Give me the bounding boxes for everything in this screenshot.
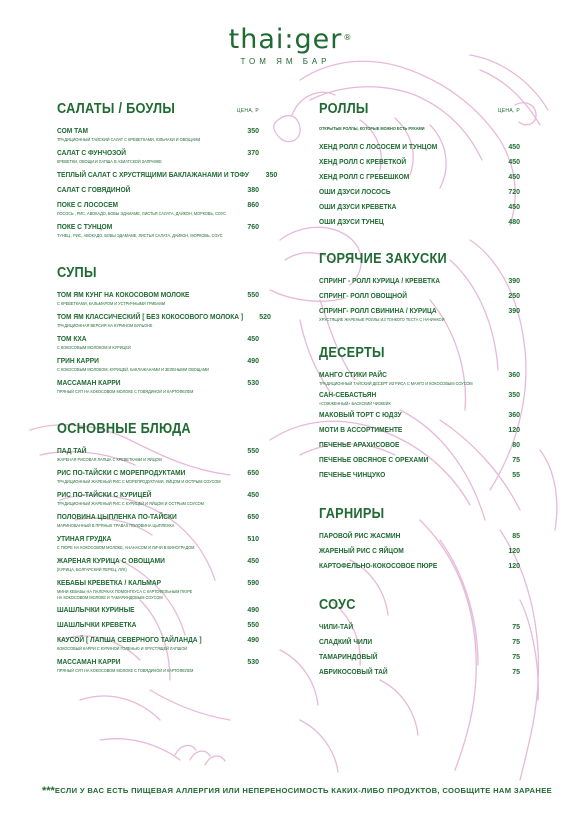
menu-item-price: 450 — [247, 492, 259, 499]
menu-item — [57, 312, 271, 334]
menu-item — [57, 334, 259, 356]
menu-item-name: ТОМ ЯМ КУНГ НА КОКОСОВОМ МОЛОКЕ — [57, 290, 190, 299]
menu-item-description: ТРАДИЦИОННЫЙ ЖАРЕНЫЙ РИС С КУРИЦЕЙ И ЯЙЦОМ И ОСТРЫМ СОУСОМ — [57, 501, 204, 506]
menu-item-name: ТОМ КХА — [57, 334, 87, 343]
menu-item-name: ПЕЧЕНЬЕ ОВСЯНОЕ С ОРЕХАМИ — [319, 454, 429, 464]
menu-item — [319, 652, 520, 667]
menu-item-name: САН-СЕБАСТЬЯН — [319, 389, 377, 399]
menu-item-price: 530 — [247, 659, 259, 666]
menu-item — [57, 170, 278, 185]
footer-stars: *** — [42, 785, 55, 797]
menu-item-price: 450 — [508, 173, 520, 181]
menu-item-price: 760 — [247, 224, 259, 231]
menu-item-name: КАУСОЙ [ ЛАПША СЕВЕРНОГО ТАЙЛАНДА ] — [57, 635, 202, 644]
menu-item — [319, 637, 520, 652]
menu-item-price: 650 — [247, 470, 259, 477]
price-column-header: ЦЕНА, Р — [497, 108, 520, 114]
menu-item-description: ТРАДИЦИОННАЯ ВЕРСИЯ НА КУРИНОМ БУЛЬОНЕ — [57, 323, 153, 328]
menu-item-name: ПОКЕ С ТУНЦОМ — [57, 222, 113, 231]
menu-item-price: 520 — [259, 314, 271, 321]
menu-item-price: 120 — [508, 547, 520, 555]
menu-section — [319, 250, 520, 326]
menu-item-name: РИС ПО-ТАЙСКИ С МОРЕПРОДУКТАМИ — [57, 468, 186, 477]
menu-item-name: ЖАРЕНЫЙ РИС С ЯЙЦОМ — [319, 545, 404, 555]
menu-item-description: С КОКОСОВЫМ МОЛОКОМ И КУРИЦЕЙ — [57, 345, 131, 350]
menu-item-description: МИНИ КЕБАБЫ НА ПАЛОЧКАХ ПОМОНГКУСА С КАРТОФЕЛЬНЫМ ПЮРЕ НА КОКОСОВОМ МОЛОКЕ И ТАМАРИНДОВЫМ СОУСОМ — [57, 589, 193, 600]
menu-item-description: ТУНЕЦ , РИС, АВОКАДО, БОБЫ ЭДАМАМЕ, ЛИСТЬЯ САЛАТА, ДАЙКОН, МОРКОВЬ, СОУС — [57, 233, 223, 238]
menu-item-price: 590 — [247, 580, 259, 587]
menu-item-price: 650 — [247, 514, 259, 521]
menu-item-name: МАССАМАН КАРРИ — [57, 657, 121, 666]
menu-item — [57, 534, 259, 556]
section-header — [57, 420, 259, 438]
menu-item-name: ШАШЛЫЧКИ КРЕВЕТКА — [57, 620, 137, 629]
menu-item — [57, 222, 259, 244]
menu-item-price: 550 — [247, 292, 259, 299]
brand-logo — [0, 26, 571, 66]
menu-item — [319, 470, 520, 485]
menu-item-name: МАССАМАН КАРРИ — [57, 378, 121, 387]
menu-item-name: ПЕЧЕНЬЕ ЧИНЦУКО — [319, 469, 386, 479]
menu-section — [319, 100, 520, 232]
menu-item-price: 85 — [512, 532, 520, 540]
menu-item — [319, 546, 520, 561]
menu-item-name: ХЕНД РОЛЛ С ГРЕБЕШКОМ — [319, 171, 410, 181]
menu-item-name: СПРИНГ - РОЛЛ КУРИЦА / КРЕВЕТКА — [319, 275, 441, 285]
menu-item — [319, 531, 520, 546]
menu-item-price: 490 — [247, 637, 259, 644]
menu-item-name: ХЕНД РОЛЛ С ЛОСОСЕМ И ТУНЦОМ — [319, 141, 438, 151]
menu-item-name: МОТИ В АССОРТИМЕНТЕ — [319, 424, 403, 434]
menu-item-name: КАРТОФЕЛЬНО-КОКОСОВОЕ ПЮРЕ — [319, 560, 438, 570]
section-title: ДЕСЕРТЫ — [319, 344, 385, 361]
menu-item-name: КЕБАБЫ КРЕВЕТКА / КАЛЬМАР — [57, 578, 162, 587]
menu-item-name: САЛАТ С ФУНЧОЗОЙ — [57, 148, 127, 157]
menu-item-price: 75 — [512, 638, 520, 646]
allergy-notice — [42, 785, 553, 797]
menu-item-price: 55 — [512, 471, 520, 479]
section-header — [319, 596, 520, 614]
menu-item-price: 510 — [247, 536, 259, 543]
menu-item-price: 370 — [247, 150, 259, 157]
menu-item — [319, 276, 520, 291]
menu-item-price: 75 — [512, 668, 520, 676]
menu-item-price: 380 — [247, 187, 259, 194]
menu-item-description: ЛОСОСЬ , РИС, АВОКАДО, БОБЫ ЭДАМАМЕ, ЛИСТЬЯ САЛАТА, ДАЙКОН, МОРКОВЬ, СОУС — [57, 211, 227, 216]
menu-item-price: 860 — [247, 202, 259, 209]
menu-item — [319, 157, 520, 172]
section-header — [319, 505, 520, 523]
menu-item-price: 550 — [247, 448, 259, 455]
menu-item-price: 350 — [508, 391, 520, 399]
menu-item — [319, 187, 520, 202]
menu-item-price: 450 — [508, 158, 520, 166]
menu-right-column — [319, 100, 520, 682]
section-note: ОТКРЫТЫЕ РОЛЛЫ, КОТОРЫЕ МОЖНО ЕСТЬ РУКАМИ — [319, 126, 425, 131]
menu-item-description: ТРАДИЦИОННЫЙ ТАЙСКИЙ САЛАТ С КРЕВЕТКАМИ, ЮЛЬЧАКИ И ОВОЩАМИ — [57, 137, 201, 142]
menu-item-name: ШАШЛЫЧКИ КУРИНЫЕ — [57, 605, 135, 614]
menu-item — [57, 620, 259, 635]
section-title: РОЛЛЫ — [319, 101, 369, 117]
menu-item-name: ПОЛОВИНА ЦЫПЛЕНКА ПО-ТАЙСКИ — [57, 512, 177, 521]
brand-subtitle: ТОМ ЯМ БАР — [240, 57, 331, 66]
menu-item-price: 530 — [247, 380, 259, 387]
menu-item-name: РИС ПО-ТАЙСКИ С КУРИЦЕЙ — [57, 490, 152, 499]
menu-item — [319, 142, 520, 157]
menu-item-price: 550 — [247, 622, 259, 629]
menu-item-description: ТРАДИЦИОННЫЙ ЖАРЕНЫЙ РИС С МОРЕПРОДУКТАМИ, ЯЙЦОМ И ОСТРЫМ СОУСОМ — [57, 479, 221, 484]
menu-item-price: 490 — [247, 358, 259, 365]
menu-item — [57, 605, 259, 620]
menu-item-description: КРЕВЕТКИ, ОВОЩИ И ЛАПША В АЗИАТСКОЙ ЗАПРАВКЕ — [57, 159, 162, 164]
menu-item — [57, 356, 259, 378]
menu-item-price: 450 — [247, 558, 259, 565]
menu-item-price: 250 — [508, 292, 520, 300]
menu-item-name: АБРИКОСОВЫЙ ТАЙ — [319, 666, 388, 676]
menu-item-name: УТИНАЯ ГРУДКА — [57, 534, 112, 543]
menu-item-price: 360 — [508, 411, 520, 419]
section-title: СУПЫ — [57, 265, 97, 281]
menu-item-price: 720 — [508, 188, 520, 196]
section-title: САЛАТЫ / БОУЛЫ — [57, 101, 176, 117]
menu-item-name: СПРИНГ- РОЛЛ ОВОЩНОЙ — [319, 290, 407, 300]
menu-item — [319, 410, 520, 425]
menu-item — [319, 390, 520, 410]
brand-wordmark: thai:ger — [228, 24, 343, 55]
menu-item — [319, 172, 520, 187]
menu-item-name: ПАД ТАЙ — [57, 446, 87, 455]
menu-item-price: 120 — [508, 426, 520, 434]
menu-item — [319, 440, 520, 455]
brand-name — [228, 24, 353, 55]
menu-item — [57, 378, 259, 400]
menu-section — [57, 100, 278, 244]
menu-item-description: ПРЯНЫЙ СУП НА КОКОСОВОМ МОЛОКЕ С ГОВЯДИНОЙ И КАРТОФЕЛЕМ — [57, 389, 194, 394]
menu-item-price: 350 — [247, 128, 259, 135]
menu-item-name: ЖАРЕНАЯ КУРИЦА С ОВОЩАМИ — [57, 556, 165, 565]
menu-item — [319, 455, 520, 470]
menu-item-description: «СОЖЖЕННЫЙ» БАСКСКИЙ ЧИЗКЕЙК — [319, 400, 391, 406]
menu-item — [57, 200, 259, 222]
menu-item — [57, 512, 259, 534]
menu-item — [319, 306, 520, 326]
menu-item-description: ПРЯНЫЙ СУП НА КОКОСОВОМ МОЛОКЕ С ГОВЯДИНОЙ И КАРТОФЕЛЕМ — [57, 668, 194, 673]
menu-item-description: (КУРИЦА, БОЛГАРСКИЙ ПЕРЕЦ, ЛУК) — [57, 567, 127, 572]
menu-item-description: ХРУСТЯЩИЕ ЖАРЕНЫЕ РОЛЛЫ ИЗ ТОНКОГО ТЕСТА С НАЧИНКОЙ — [319, 316, 445, 322]
menu-item — [319, 291, 520, 306]
menu-item-name: ОШИ ДЗУСИ ЛОСОСЬ — [319, 186, 391, 196]
section-header — [57, 264, 259, 282]
menu-item-name: ГРИН КАРРИ — [57, 356, 99, 365]
menu-item — [319, 202, 520, 217]
menu-item — [319, 425, 520, 440]
menu-item-price: 390 — [508, 277, 520, 285]
menu-item-price: 490 — [247, 607, 259, 614]
menu-item-name: СПРИНГ- РОЛЛ СВИНИНА / КУРИЦА — [319, 305, 437, 315]
menu-section — [319, 596, 520, 682]
menu-item-name: ТАМАРИНДОВЫЙ — [319, 651, 378, 661]
menu-item-name: ПАРОВОЙ РИС ЖАСМИН — [319, 530, 401, 540]
section-header — [57, 100, 259, 118]
menu-item — [319, 561, 520, 576]
menu-item-price: 75 — [512, 456, 520, 464]
registered-mark: ® — [343, 33, 353, 42]
menu-item-description: С КРЕВЕТКАМИ, КАЛЬМАРОМ И УСТРИЧНЫМИ ГРИБАМИ — [57, 301, 166, 306]
section-header — [319, 344, 520, 362]
menu-item-price: 80 — [512, 441, 520, 449]
menu-item — [57, 635, 259, 657]
menu-item — [57, 185, 259, 200]
menu-item-price: 75 — [512, 623, 520, 631]
menu-item — [57, 657, 259, 679]
menu-item — [319, 370, 520, 390]
menu-item — [57, 290, 259, 312]
menu-item — [57, 556, 259, 578]
menu-item-description: С ПЮРЕ НА КОКОСОВОМ МОЛОКЕ, АНАНАСОМ И ЛИЧИ В ВИНОГРАДОМ — [57, 545, 195, 550]
menu-item-description: ТРАДИЦИОННЫЙ ТАЙСКИЙ ДЕСЕРТ ИЗ РИСА С МАНГО И КОКОСОВЫМ СОУСОМ — [319, 380, 473, 386]
menu-item — [319, 667, 520, 682]
menu-item-description: КОКОСОВЫЙ КАРРИ С КУРИНОЙ ГОЛЕНЬЮ И ХРУСТЯЩЕЙ ЛАПШОЙ — [57, 646, 188, 651]
menu-item — [319, 217, 520, 232]
menu-item-name: САЛАТ С ГОВЯДИНОЙ — [57, 185, 131, 194]
menu-item-price: 450 — [247, 336, 259, 343]
menu-item-name: ОШИ ДЗУСИ ТУНЕЦ — [319, 216, 384, 226]
menu-item-name: ОШИ ДЗУСИ КРЕВЕТКА — [319, 201, 397, 211]
menu-item-name: ЧИЛИ-ТАЙ — [319, 621, 354, 631]
menu-item-name: ТОМ ЯМ КЛАССИЧЕСКИЙ [ БЕЗ КОКОСОВОГО МОЛОКА ] — [57, 312, 244, 321]
section-title: ГОРЯЧИЕ ЗАКУСКИ — [319, 250, 447, 267]
menu-item-name: ХЕНД РОЛЛ С КРЕВЕТКОЙ — [319, 156, 407, 166]
price-column-header: ЦЕНА, Р — [236, 108, 259, 114]
menu-item-name: ПЕЧЕНЬЕ АРАХИСОВОЕ — [319, 439, 400, 449]
menu-item-price: 350 — [265, 172, 278, 179]
menu-item-name: МАКОВЫЙ ТОРТ С ЮДЗУ — [319, 409, 402, 419]
menu-item — [57, 490, 259, 512]
footer-text: ЕСЛИ У ВАС ЕСТЬ ПИЩЕВАЯ АЛЛЕРГИЯ ИЛИ НЕПЕРЕНОСИМОСТЬ КАКИХ-ЛИБО ПРОДУКТОВ, СООБЩИТЕ НАМ ЗАРАНЕЕ — [54, 786, 553, 795]
menu-section — [319, 344, 520, 485]
menu-item — [57, 126, 259, 148]
menu-item-name: СОМ ТАМ — [57, 126, 89, 135]
menu-item-price: 450 — [508, 143, 520, 151]
menu-item-description: ЖАРЕНАЯ РИСОВАЯ ЛАПША С КРЕВЕТКАМИ И ЯЙЦОМ — [57, 457, 162, 462]
section-title: СОУС — [319, 596, 356, 613]
menu-section — [57, 420, 259, 679]
section-header — [319, 250, 520, 268]
menu-item-price: 480 — [508, 218, 520, 226]
menu-left-column — [57, 100, 278, 679]
menu-item-name: ТЕПЛЫЙ САЛАТ С ХРУСТЯЩИМИ БАКЛАЖАНАМИ И ТОФУ — [57, 170, 249, 179]
menu-item — [57, 446, 259, 468]
menu-section — [319, 505, 520, 576]
menu-item-price: 390 — [508, 307, 520, 315]
menu-section — [57, 264, 271, 400]
section-header — [319, 100, 520, 118]
menu-item — [57, 578, 259, 605]
menu-item-description: МАРИНОВАННЫЙ В ПРЯНЫХ ТРАВАХ ПОЛОВИНА ЦЫПЛЕНКА — [57, 523, 175, 528]
menu-item — [319, 622, 520, 637]
menu-item-price: 120 — [508, 562, 520, 570]
menu-item-name: ПОКЕ С ЛОСОСЕМ — [57, 200, 119, 209]
section-title: ОСНОВНЫЕ БЛЮДА — [57, 421, 191, 437]
menu-item-price: 75 — [512, 653, 520, 661]
section-title: ГАРНИРЫ — [319, 505, 385, 522]
menu-item-description: С КОКОСОВЫМ МОЛОКОМ, КУРИЦЕЙ, БАКЛАЖАНАМИ И ЗЕЛЕНЫМИ ОВОЩАМИ — [57, 367, 209, 372]
menu-item-name: МАНГО СТИКИ РАЙС — [319, 369, 387, 379]
menu-item-price: 360 — [508, 371, 520, 379]
menu-item-name: СЛАДКИЙ ЧИЛИ — [319, 636, 373, 646]
menu-item — [57, 468, 259, 490]
menu-item — [57, 148, 259, 170]
menu-item-price: 450 — [508, 203, 520, 211]
